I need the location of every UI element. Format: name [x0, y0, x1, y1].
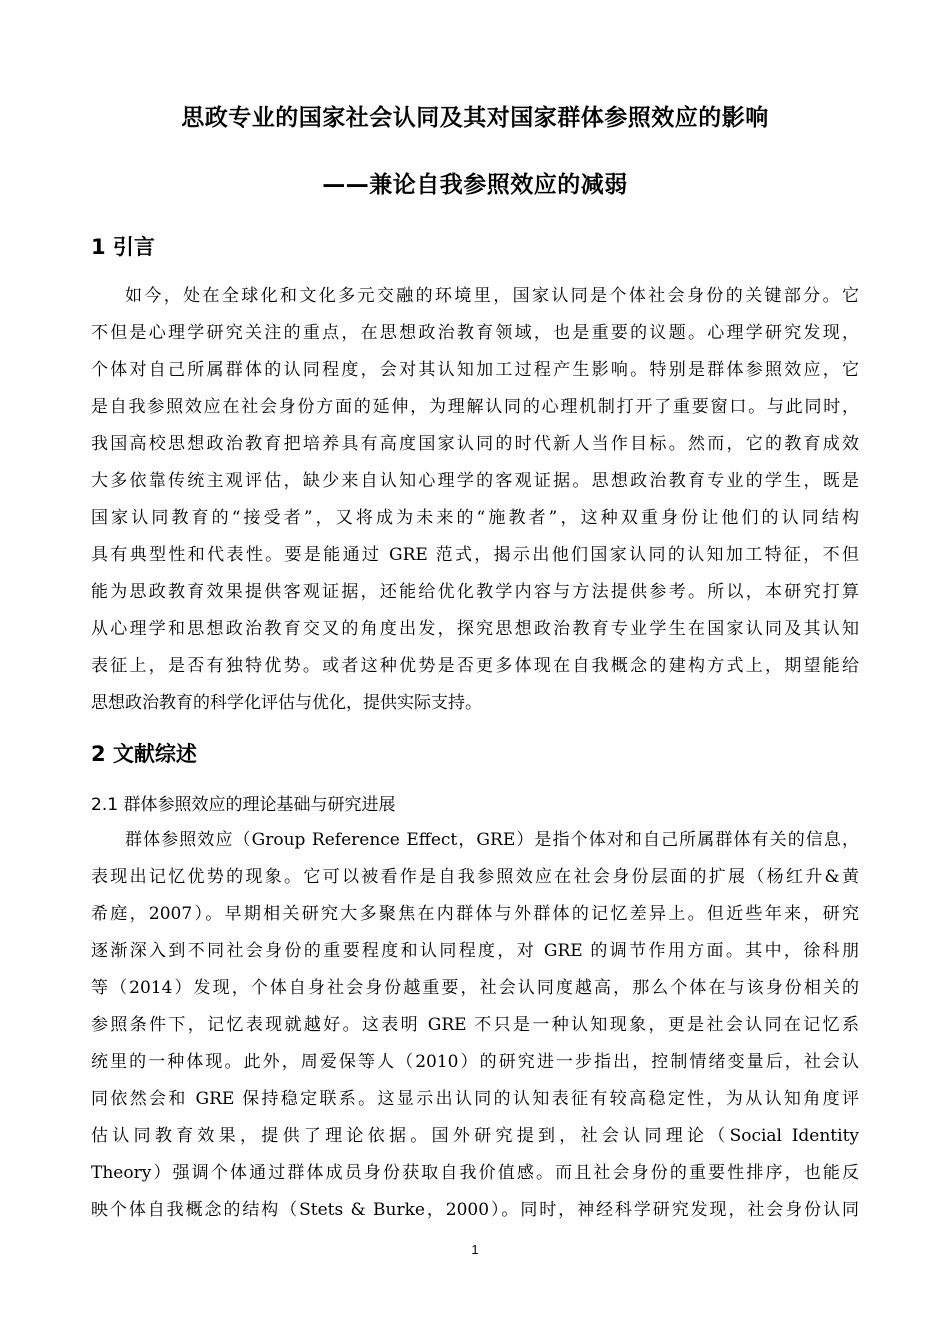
paragraph-line: 表征上，是否有独特优势。或者这种优势是否更多体现在自我概念的建构方式上，期望能给: [91, 656, 859, 676]
paragraph-line: 同依然会和 GRE 保持稳定联系。这显示出认同的认知表征有较高稳定性，为从认知角度评: [91, 1089, 859, 1109]
paragraph-line: 群体参照效应（Group Reference Effect，GRE）是指个体对和自己所属群体有关的信息，: [125, 830, 859, 850]
paragraph-line: 表现出记忆优势的现象。它可以被看作是自我参照效应在社会身份层面的扩展（杨红升&黄: [91, 867, 859, 887]
paragraph-line: 我国高校思想政治教育把培养具有高度国家认同的时代新人当作目标。然而，它的教育成效: [91, 434, 859, 454]
paragraph-line: 思想政治教育的科学化评估与优化，提供实际支持。: [91, 693, 482, 713]
paragraph-line: 等（2014）发现，个体自身社会身份越重要，社会认同度越高，那么个体在与该身份相关的: [91, 978, 859, 998]
paragraph-line: 参照条件下，记忆表现就越好。这表明 GRE 不只是一种认知现象，更是社会认同在记忆系: [91, 1015, 859, 1035]
paragraph-line: 从心理学和思想政治教育交叉的角度出发，探究思想政治教育专业学生在国家认同及其认知: [91, 619, 859, 639]
section-heading-introduction: 1 引言: [91, 235, 155, 259]
section-heading-literature-review: 2 文献综述: [91, 742, 197, 766]
paragraph-line: 估认同教育效果，提供了理论依据。国外研究提到，社会认同理论（Social Identity: [91, 1126, 859, 1146]
page-number: 1: [471, 1242, 479, 1257]
document-subtitle: ——兼论自我参照效应的减弱: [322, 172, 628, 198]
paragraph-line: 能为思政教育效果提供客观证据，还能给优化教学内容与方法提供参考。所以，本研究打算: [91, 582, 859, 602]
subsection-heading: 2.1 群体参照效应的理论基础与研究进展: [91, 795, 396, 815]
paragraph-line: 映个体自我概念的结构（Stets & Burke，2000）。同时，神经科学研究发现，社会身份认同: [91, 1200, 859, 1220]
paragraph-line: 是自我参照效应在社会身份方面的延伸，为理解认同的心理机制打开了重要窗口。与此同时，: [91, 397, 859, 417]
literature-paragraph: [91, 822, 859, 1229]
paragraph-line: 希庭，2007）。早期相关研究大多聚焦在内群体与外群体的记忆差异上。但近些年来，研究: [91, 904, 859, 924]
paragraph-line: 大多依靠传统主观评估，缺少来自认知心理学的客观证据。思想政治教育专业的学生，既是: [91, 471, 859, 491]
introduction-paragraph: [91, 278, 859, 722]
paragraph-line: 个体对自己所属群体的认同程度，会对其认知加工过程产生影响。特别是群体参照效应，它: [91, 360, 859, 380]
paragraph-line: 逐渐深入到不同社会身份的重要程度和认同程度，对 GRE 的调节作用方面。其中，徐科朋: [91, 941, 859, 961]
paragraph-line: 具有典型性和代表性。要是能通过 GRE 范式，揭示出他们国家认同的认知加工特征，不但: [91, 545, 859, 565]
paragraph-line: 国家认同教育的“接受者”，又将成为未来的“施教者”，这种双重身份让他们的认同结构: [91, 508, 859, 528]
paragraph-line: Theory）强调个体通过群体成员身份获取自我价值感。而且社会身份的重要性排序，也能反: [91, 1163, 859, 1183]
paragraph-line: 不但是心理学研究关注的重点，在思想政治教育领域，也是重要的议题。心理学研究发现，: [91, 323, 859, 343]
paragraph-line: 统里的一种体现。此外，周爱保等人（2010）的研究进一步指出，控制情绪变量后，社会认: [91, 1052, 859, 1072]
document-title: 思政专业的国家社会认同及其对国家群体参照效应的影响: [181, 105, 769, 131]
paragraph-line: 如今，处在全球化和文化多元交融的环境里，国家认同是个体社会身份的关键部分。它: [125, 286, 859, 306]
